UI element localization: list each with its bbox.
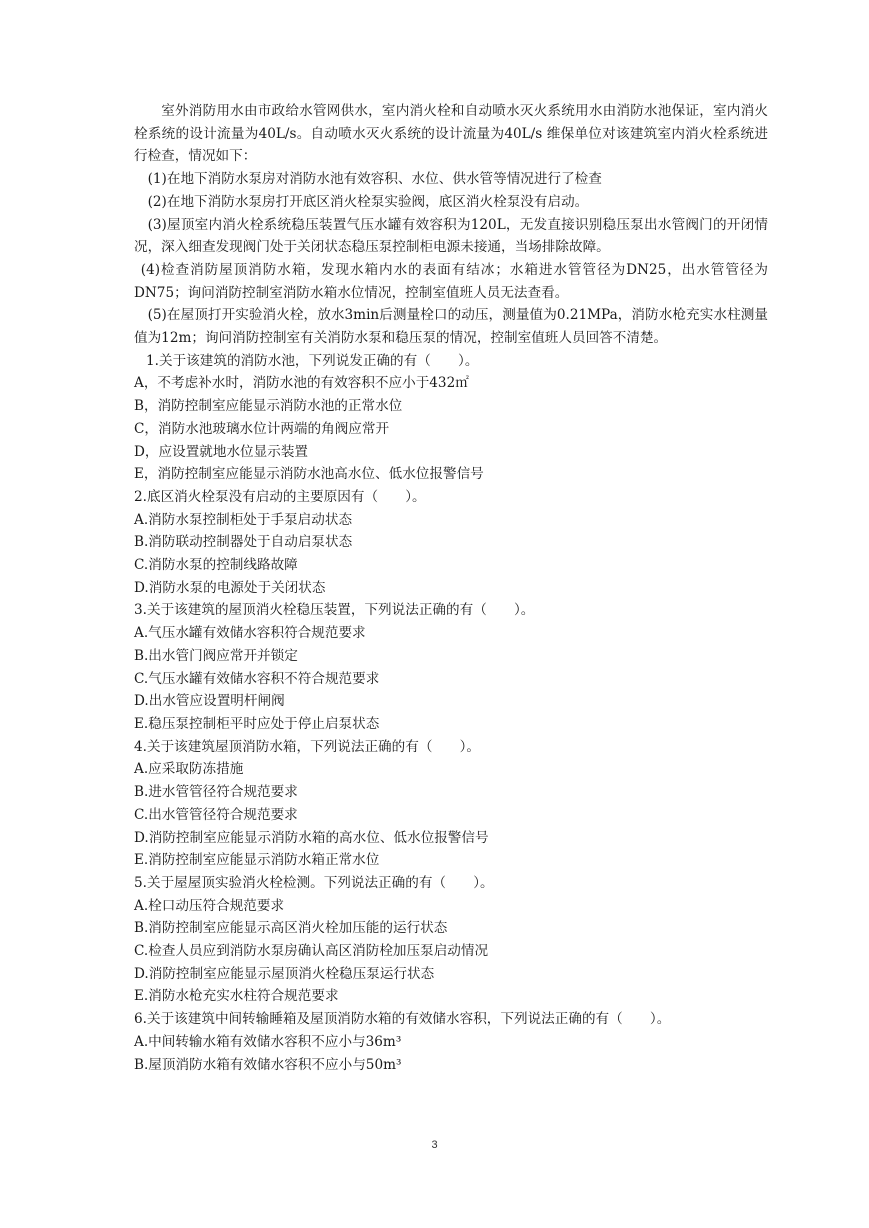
question-3-option-b: B.出水管门阀应常开并锁定 <box>134 647 298 664</box>
question-5-option-b: B.消防控制室应能显示高区消火栓加压能的运行状态 <box>134 920 448 937</box>
question-2-option-d: D.消防水泵的电源处于关闭状态 <box>134 579 326 596</box>
page-number: 3 <box>431 1139 438 1151</box>
question-1-option-d: D，应设置就地水位显示装置 <box>134 443 309 460</box>
question-3-option-a: A.气压水罐有效储水容积符合规范要求 <box>134 625 366 642</box>
question-4-option-c: C.出水管管径符合规范要求 <box>134 806 298 823</box>
question-5-option-a: A.栓口动压符合规范要求 <box>134 897 285 914</box>
question-1-option-e: E，消防控制室应能显示消防水池高水位、低水位报警信号 <box>134 466 484 483</box>
question-5-option-d: D.消防控制室应能显示屋顶消火栓稳压泵运行状态 <box>134 965 435 982</box>
question-5-option-e: E.消防水枪充实水柱符合规范要求 <box>134 988 339 1005</box>
case-item-5: (5)在屋顶打开实验消火栓，放水3min后测量栓口的动压，测量值为0.21MPa，消防水枪充实水柱测量值为12m；询问消防控制室有关消防水泵和稳压泵的情况，控制室值班人员回答不清楚。 <box>134 307 768 347</box>
question-4-option-e: E.消防控制室应能显示消防水箱正常水位 <box>134 852 380 869</box>
case-item-3: (3)屋顶室内消火栓系统稳压装置气压水罐有效容积为120L，无发直接识别稳压泵出水管阀门的开闭情况，深入细查发现阀门处于关闭状态稳压泵控制柜电源未接通，当场排除故障。 <box>134 216 768 256</box>
case-item-4: (4)检查消防屋顶消防水箱，发现水箱内水的表面有结冰；水箱进水管管径为DN25，出水管管径为DN75；询问消防控制室消防水箱水位情况，控制室值班人员无法查看。 <box>134 261 768 301</box>
question-4-option-d: D.消防控制室应能显示消防水箱的高水位、低水位报警信号 <box>134 829 489 846</box>
question-1-stem: 1.关于该建筑的消防水池，下列说发正确的有（ ）。 <box>146 352 479 369</box>
question-2-option-a: A.消防水泵控制柜处于手泵启动状态 <box>134 511 353 528</box>
question-2-stem: 2.底区消火栓泵没有启动的主要原因有（ ）。 <box>134 488 426 505</box>
case-item-1: (1)在地下消防水泵房对消防水池有效容积、水位、供水管等情况进行了检查 <box>147 171 602 188</box>
question-4-option-a: A.应采取防冻措施 <box>134 761 244 778</box>
question-1-option-c: C，消防水池玻璃水位计两端的角阀应常开 <box>134 420 390 437</box>
question-2-option-b: B.消防联动控制器处于自动启泵状态 <box>134 534 353 551</box>
question-1-option-b: B，消防控制室应能显示消防水池的正常水位 <box>134 398 403 415</box>
intro-paragraph: 室外消防用水由市政给水管网供水，室内消火栓和自动喷水灭火系统用水由消防水池保证，室内消火栓系统的设计流量为40L/s。自动喷水灭火系统的设计流量为40L/s 维保单位对该建筑室内消火栓系统进行检查，情况如下： <box>134 103 768 165</box>
question-5-stem: 5.关于屋屋顶实验消火栓检测。下列说法正确的有（ ）。 <box>134 874 494 891</box>
question-2-option-c: C.消防水泵的控制线路故障 <box>134 557 298 574</box>
question-6-option-a: A.中间转输水箱有效储水容积不应小与36m³ <box>134 1033 402 1050</box>
question-3-option-d: D.出水管应设置明杆闸阀 <box>134 693 285 710</box>
case-item-2: (2)在地下消防水泵房打开底区消火栓泵实验阀，底区消火栓泵没有启动。 <box>147 193 589 210</box>
question-3-option-c: C.气压水罐有效储水容积不符合规范要求 <box>134 670 380 687</box>
question-3-stem: 3.关于该建筑的屋顶消火栓稳压装置，下列说法正确的有（ ）。 <box>134 602 535 619</box>
question-4-option-b: B.进水管管径符合规范要求 <box>134 784 298 801</box>
question-3-option-e: E.稳压泵控制柜平时应处于停止启泵状态 <box>134 715 380 732</box>
question-6-option-b: B.屋顶消防水箱有效储水容积不应小与50m³ <box>134 1056 402 1073</box>
page-content <box>134 100 768 1076</box>
question-1-option-a: A，不考虑补水时，消防水池的有效容积不应小于432㎡ <box>134 375 469 392</box>
question-5-option-c: C.检查人员应到消防水泵房确认高区消防栓加压泵启动情况 <box>134 943 489 960</box>
question-6-stem: 6.关于该建筑中间转输睡箱及屋顶消防水箱的有效储水容积，下列说法正确的有（ ）。 <box>134 1011 671 1028</box>
question-4-stem: 4.关于该建筑屋顶消防水箱，下列说法正确的有（ ）。 <box>134 738 481 755</box>
